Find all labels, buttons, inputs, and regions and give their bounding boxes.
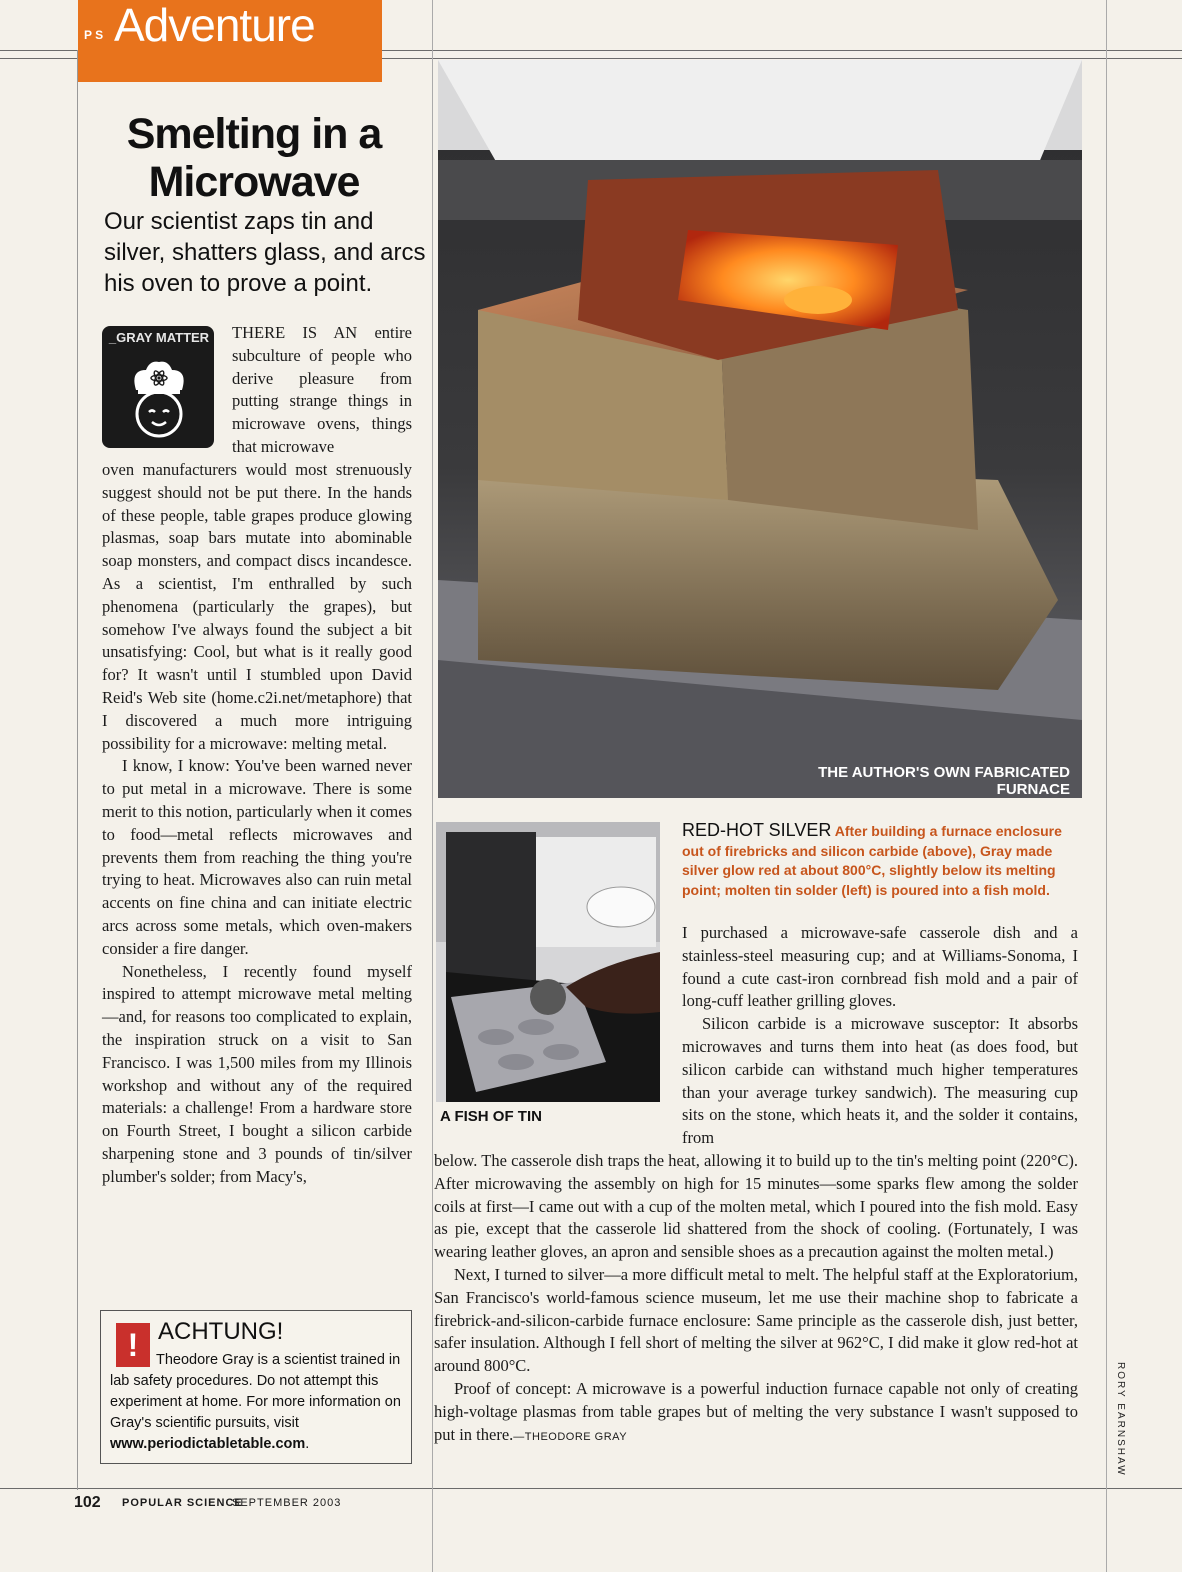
caption-head: RED-HOT SILVER [682, 820, 832, 840]
photo-caption [682, 820, 1074, 900]
column-2-wide-text [434, 1150, 1078, 1446]
magazine-name: POPULAR SCIENCE [122, 1497, 243, 1509]
body-paragraph: oven manufacturers would most strenuously suggest should not be put there. In the hands of these people, table grapes produce glowing plasmas, soap bars mutate into abominable soap monsters, and compact discs incandesce. As a scientist, I'm enthralled by such phenomena (particularly the grapes), but somehow I've always found the subject a bit unsatisfying: Cool, but what is it really good for? It wasn't until I stumbled upon David Reid's Web site (home.c2i.net/metaphore) that I discovered a much more intriguing possibility for a microwave: melting metal. [102, 460, 412, 753]
achtung-title: ACHTUNG! [158, 1318, 284, 1345]
fish-photo-caption: A FISH OF TIN [440, 1108, 542, 1125]
achtung-body: Theodore Gray is a scientist trained in lab safety procedures. Do not attempt this experiment at home. For more information on Gray's scientific pursuits, visit [110, 1352, 401, 1431]
headline: Smelting in a Microwave [126, 110, 382, 206]
deck: Our scientist zaps tin and silver, shatters glass, and arcs his oven to prove a point. [104, 208, 426, 297]
body-paragraph: below. The casserole dish traps the heat, allowing it to build up to the tin's melting point (220°C). After microwaving the assembly on high for 15 minutes—some sparks flew among the solder coils at first—I came out with a cup of the molten metal, which I poured into the fish mold. Easy as pie, except that the casserole lid shattered from the shock of cooling. (Fortunately, I was wearing leather gloves, an apron and sensible shoes as a precaution against the molten metal.) [434, 1151, 1078, 1262]
author-signature: —THEODORE GRAY [513, 1430, 628, 1443]
bottom-rule [0, 1488, 1182, 1489]
achtung-text [110, 1350, 406, 1455]
intro-paragraph: THERE IS AN entire subculture of people who derive pleasure from putting strange things in microwave ovens, things that microwave [232, 323, 412, 456]
badge-label: _GRAY MATTER [108, 330, 210, 345]
body-paragraph [434, 1378, 1078, 1446]
body-paragraph: I purchased a microwave-safe casserole dish and a stainless-steel measuring cup; and at Williams-Sonoma, I found a cute cast-iron cornbread fish mold and a pair of long-cuff leather grilling gloves. [682, 923, 1078, 1011]
exclamation-icon: ! [116, 1323, 150, 1367]
photo-credit: RORY EARNSHAW [1115, 1362, 1126, 1477]
achtung-end: . [305, 1436, 310, 1452]
scientist-face-icon [116, 356, 202, 442]
furnace-photo [438, 60, 1082, 798]
achtung-url[interactable]: www.periodictabletable.com [110, 1436, 306, 1452]
section-letters: P S [84, 28, 104, 42]
body-paragraph: Silicon carbide is a microwave susceptor: It absorbs microwaves and turns them into heat (as does food, but silicon carbide can withstand much higher temperatures than your average turkey sandwich). The measuring cup sits on the stone, which heats it, and the solder it contains, from [682, 1014, 1078, 1148]
fish-mold-photo [436, 822, 660, 1102]
column-2-text [682, 922, 1078, 1150]
caption-text: After building a furnace enclosure out of firebricks and silicon carbide (above), Gray made silver glow red at about 800°C, slightly below its melting point; molten tin solder (left) is poured into a fish mold. [682, 823, 1062, 898]
column-1-text [102, 459, 412, 1189]
issue-date: SEPTEMBER 2003 [232, 1497, 342, 1509]
body-paragraph: Next, I turned to silver—a more difficult metal to melt. The helpful staff at the Exploratorium, San Francisco's world-famous science museum, let me use their machine shop to fabricate a firebrick-and-silicon-carbide furnace enclosure: Same principle as the casserole dish, just better, safer insulation. Although I fell short of melting the silver at 962°C, I did make it glow red-hot at around 800°C. [434, 1264, 1078, 1376]
body-paragraph: Nonetheless, I recently found myself inspired to attempt microwave metal melting—and, for reasons too complicated to explain, the inspiration struck on a visit to San Francisco. I was 1,500 miles from my Illinois workshop and without any of the required materials: a challenge! From a hardware store on Fourth Street, I bought a silicon carbide sharpening stone and 3 pounds of tin/silver plumber's solder; from Macy's, [102, 961, 412, 1186]
closing-paragraph: Proof of concept: A microwave is a powerful induction furnace capable not only of creating high-voltage plasmas from table grapes but of melting the very substance I wasn't supposed to put in there. [434, 1378, 1078, 1444]
furnace-photo-caption: THE AUTHOR'S OWN FABRICATED FURNACE [818, 764, 1070, 798]
page-number: 102 [74, 1494, 101, 1511]
body-paragraph: I know, I know: You've been warned never to put metal in a microwave. There is some merit to this notion, particularly when it comes to food—metal reflects microwaves and prevents them from reaching the thing you're trying to heat. Microwaves also can ruin metal accents on fine china and can initiate electric arcs across some metals, which oven-makers consider a fire danger. [102, 756, 412, 958]
right-margin-rule [1106, 0, 1107, 1572]
section-title: Adventure [114, 0, 315, 51]
left-margin-rule [77, 50, 78, 1490]
